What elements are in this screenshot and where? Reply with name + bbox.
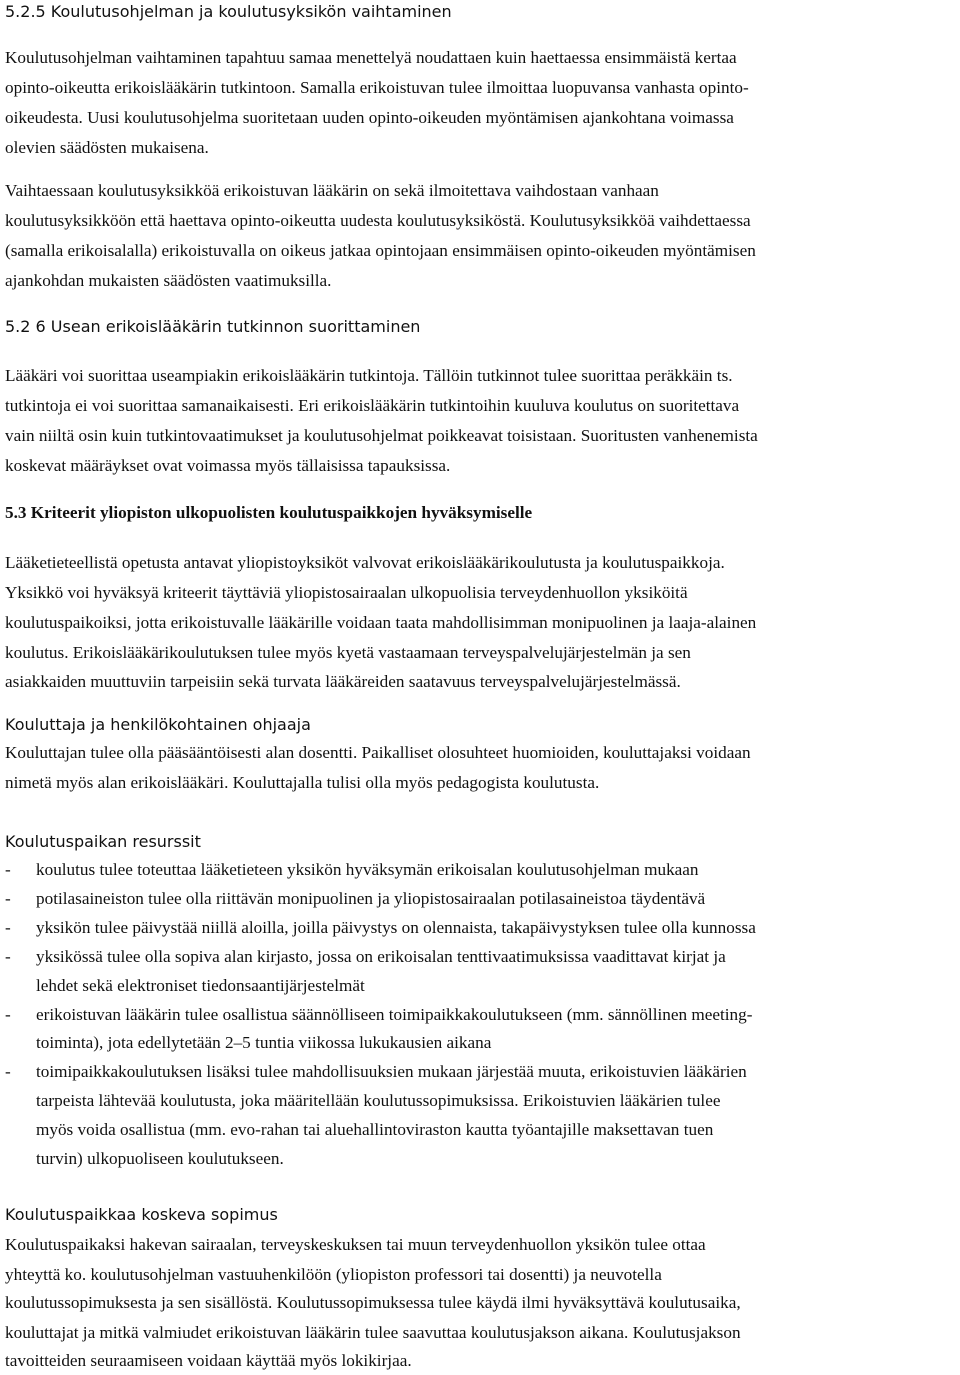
list-item-line [5,1086,720,1115]
paragraph-line: Kouluttajan tulee olla pääsääntöisesti alan dosentti. Paikalliset olosuhteet huomioiden, kouluttajaksi voidaan [5,743,751,762]
paragraph-line: nimetä myös alan erikoislääkäri. Kouluttajalla tulisi olla myös pedagogista koulutusta. [5,773,600,792]
list-dash: - [5,947,11,966]
section-heading: 5.2.5 Koulutusohjelman ja koulutusyksikön vaihtaminen [5,2,452,21]
section-heading: Kouluttaja ja henkilökohtainen ohjaaja [5,715,311,734]
list-item-text: potilasaineiston tulee olla riittävän monipuolinen ja yliopistosairaalan potilasaineistoa täydentävä [36,889,706,908]
paragraph-line: Vaihtaessaan koulutusyksikköä erikoistuvan lääkärin on sekä ilmoitettava vaihdostaan vanhaan [5,181,659,200]
list-item-text: myös voida osallistua (mm. evo-rahan tai aluehallintoviraston kautta työantajille maksettavan tuen [36,1120,714,1139]
paragraph-line: tutkintoja ei voi suorittaa samanaikaisesti. Eri erikoislääkärin tutkintoihin kuuluva koulutus on suoritettava [5,396,740,415]
list-item-line [5,855,699,884]
paragraph-line: oikeudesta. Uusi koulutusohjelma suoritetaan uuden opinto-oikeuden myöntämisen ajankohtana voimassa [5,108,734,127]
list-item-text: toimipaikkakoulutuksen lisäksi tulee mahdollisuuksien mukaan järjestää muuta, erikoistuvien lääkärien [36,1062,747,1081]
list-item-text: yksikön tulee päivystää niillä aloilla, joilla päivystys on olennaista, takapäivystyksen tulee olla kunnossa [36,918,756,937]
list-item-text: toiminta), jota edellytetään 2–5 tuntia viikossa lukukausien aikana [36,1033,492,1052]
list-item-text: turvin) ulkopuoliseen koulutukseen. [36,1149,284,1168]
section-heading: Koulutuspaikan resurssit [5,832,201,851]
list-item-text: tarpeista lähtevää koulutusta, joka määritellään koulutussopimuksissa. Erikoistuvien lääkärien tulee [36,1091,721,1110]
paragraph-line: koulutussopimuksesta ja sen sisällöstä. Koulutussopimuksessa tulee käydä ilmi hyväksyttävä koulutusaika, [5,1293,741,1312]
section-heading: Koulutuspaikkaa koskeva sopimus [5,1205,278,1224]
paragraph-line: vain niiltä osin kuin tutkintovaatimukset ja koulutusohjelmat poikkeavat toisistaan. Suoritusten vanhenemista [5,426,758,445]
paragraph-line: kouluttajat ja mitkä valmiudet erikoistuvan lääkärin tulee saavuttaa koulutusjakson aikana. Koulutusjakson [5,1323,741,1342]
paragraph-line: koulutus. Erikoislääkärikoulutuksen tulee myös kyetä vastaamaan terveyspalvelujärjestelmän ja sen [5,643,691,662]
paragraph-line: yhteyttä ko. koulutusohjelman vastuuhenkilöön (yliopiston professori tai dosentti) ja neuvotella [5,1265,662,1284]
list-item-line [5,971,365,1000]
list-item-line [5,1115,713,1144]
list-item-line [5,942,726,971]
list-dash: - [5,860,11,879]
list-dash: - [5,1005,11,1024]
list-item-text: erikoistuvan lääkärin tulee osallistua säännölliseen toimipaikkakoulutukseen (mm. sännöllinen meeting- [36,1005,753,1024]
list-item-text: koulutus tulee toteuttaa lääketieteen yksikön hyväksymän erikoisalan koulutusohjelman mukaan [36,860,699,879]
paragraph-line: olevien säädösten mukaisena. [5,138,209,157]
paragraph-line: Yksikkö voi hyväksyä kriteerit täyttäviä yliopistosairaalan ulkopuolisia terveydenhuollon yksiköitä [5,583,688,602]
paragraph-line: Koulutuspaikaksi hakevan sairaalan, terveyskeskuksen tai muun terveydenhuollon yksikön tulee ottaa [5,1235,706,1254]
paragraph-line: ajankohdan mukaisten säädösten vaatimuksilla. [5,271,332,290]
paragraph-line: asiakkaiden muuttuviin tarpeisiin sekä turvata lääkäreiden saatavuus terveyspalvelujärjestelmässä. [5,672,681,691]
paragraph-line: Koulutusohjelman vaihtaminen tapahtuu samaa menettelyä noudattaen kuin haettaessa ensimmäistä kertaa [5,48,737,67]
paragraph-line: koulutuspaikoiksi, jotta erikoistuvalle lääkärille voidaan taata mahdollisimman monipuolinen ja laaja-alainen [5,613,757,632]
list-item-line [5,1028,491,1057]
paragraph-line: tavoitteiden seuraamiseen voidaan käyttää myös lokikirjaa. [5,1351,412,1370]
list-item-text: yksikössä tulee olla sopiva alan kirjasto, jossa on erikoisalan tenttivaatimuksissa vaadittavat kirjat ja [36,947,726,966]
section-heading: 5.3 Kriteerit yliopiston ulkopuolisten koulutuspaikkojen hyväksymiselle [5,503,533,522]
paragraph-line: koskevat määräykset ovat voimassa myös tällaisissa tapauksissa. [5,456,451,475]
section-heading: 5.2 6 Usean erikoislääkärin tutkinnon suorittaminen [5,317,421,336]
list-item-line [5,1144,284,1173]
list-dash: - [5,918,11,937]
list-dash: - [5,889,11,908]
list-item-line [5,884,705,913]
paragraph-line: Lääkäri voi suorittaa useampiakin erikoislääkärin tutkintoja. Tällöin tutkinnot tulee suorittaa peräkkäin ts. [5,366,733,385]
paragraph-line: (samalla erikoisalalla) erikoistuvalla on oikeus jatkaa opintojaan ensimmäisen opinto-oikeuden myöntämisen [5,241,756,260]
paragraph-line: opinto-oikeutta erikoislääkärin tutkintoon. Samalla erikoistuvan tulee ilmoittaa luopuvansa vanhasta opinto- [5,78,749,97]
paragraph-line: Lääketieteellistä opetusta antavat yliopistoyksiköt valvovat erikoislääkärikoulutusta ja koulutuspaikkoja. [5,553,725,572]
list-item-line [5,1000,752,1029]
list-item-line [5,913,756,942]
list-item-text: lehdet sekä elektroniset tiedonsaantijärjestelmät [36,976,365,995]
paragraph-line: koulutusyksikköön että haettava opinto-oikeutta uudesta koulutusyksiköstä. Koulutusyksikköä vaihdettaessa [5,211,751,230]
list-item-line [5,1057,747,1086]
list-dash: - [5,1062,11,1081]
